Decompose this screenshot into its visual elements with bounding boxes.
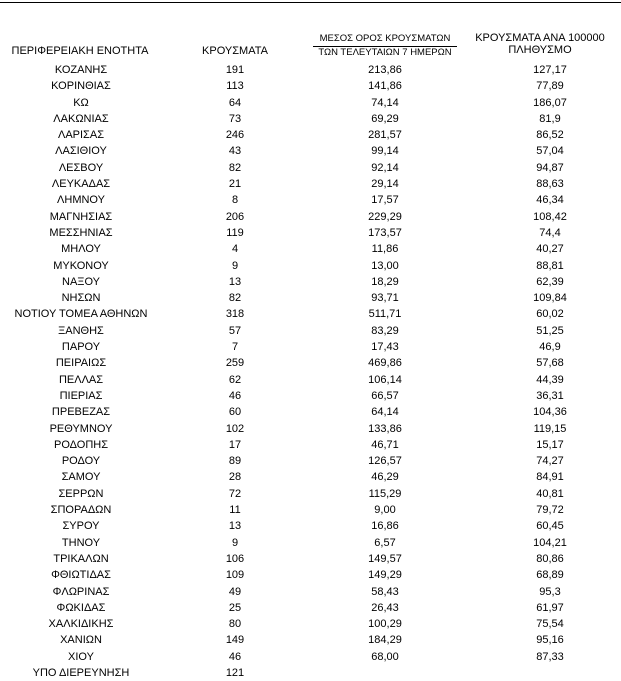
region-cell: ΥΠΟ ΔΙΕΡΕΥΝΗΣΗ — [32, 666, 130, 679]
cases-cell: 206 — [225, 210, 245, 223]
per-100000-cell: 88,81 — [536, 259, 564, 272]
per-100000-cell: 79,72 — [536, 504, 564, 517]
region-cell: ΦΘΙΩΤΙΔΑΣ — [51, 569, 111, 582]
cases-cell: 191 — [225, 64, 245, 76]
region-cell: ΜΕΣΣΗΝΙΑΣ — [49, 226, 113, 239]
cases-cell: 109 — [225, 569, 245, 582]
header-average — [305, 33, 465, 59]
average-cell: 149,57 — [368, 552, 402, 565]
cases-cell: 80 — [228, 618, 242, 631]
region-cell: ΡΟΔΟΠΗΣ — [53, 438, 109, 451]
table-row — [0, 143, 621, 159]
table-row — [0, 567, 621, 583]
per-100000-cell: 109,84 — [533, 292, 567, 305]
region-cell: ΣΥΡΟΥ — [62, 520, 100, 533]
average-cell: 17,43 — [371, 341, 399, 354]
table-row — [0, 192, 621, 208]
region-cell: ΜΗΛΟΥ — [61, 243, 101, 256]
average-cell: 16,86 — [371, 520, 399, 533]
per-100000-cell: 15,17 — [536, 438, 564, 451]
per-100000-cell: 68,89 — [536, 569, 564, 582]
average-cell: 46,29 — [371, 471, 399, 484]
region-cell: ΛΕΣΒΟΥ — [58, 161, 104, 174]
region-cell: ΝΗΣΩΝ — [61, 292, 101, 305]
average-cell: 141,86 — [368, 80, 402, 93]
region-cell: ΡΟΔΟΥ — [61, 455, 101, 468]
region-cell: ΛΑΚΩΝΙΑΣ — [53, 112, 109, 125]
cases-cell: 21 — [228, 178, 242, 191]
table-row — [0, 290, 621, 306]
table-row — [0, 111, 621, 127]
cases-cell: 121 — [225, 666, 245, 679]
table-row — [0, 127, 621, 143]
table-row — [0, 274, 621, 290]
cases-cell: 72 — [228, 487, 242, 500]
per-100000-cell: 36,31 — [536, 389, 564, 402]
table-row — [0, 665, 621, 681]
average-cell: 115,29 — [368, 487, 402, 500]
table-row — [0, 209, 621, 225]
table-row — [0, 176, 621, 192]
average-cell: 18,29 — [371, 275, 399, 288]
header-per-line2: ΠΛΗΘΥΣΜΟ — [508, 44, 572, 56]
header-region: ΠΕΡΙΦΕΡΕΙΑΚΗ ΕΝΟΤΗΤΑ — [11, 45, 149, 57]
region-cell: ΠΕΛΛΑΣ — [58, 373, 104, 386]
cases-cell: 46 — [228, 650, 242, 663]
average-cell: 66,57 — [371, 389, 399, 402]
per-100000-cell: 62,39 — [536, 275, 564, 288]
average-cell: 68,00 — [371, 650, 399, 663]
region-cell: ΚΩ — [73, 96, 89, 109]
region-cell: ΜΥΚΟΝΟΥ — [53, 259, 109, 272]
table-row — [0, 62, 621, 78]
per-100000-cell: 80,86 — [536, 552, 564, 565]
region-cell: ΠΡΕΒΕΖΑΣ — [51, 406, 111, 419]
average-cell: 100,29 — [368, 618, 402, 631]
per-100000-cell: 44,39 — [536, 373, 564, 386]
average-cell: 229,29 — [368, 210, 402, 223]
cases-cell: 9 — [231, 259, 239, 272]
table-row — [0, 258, 621, 274]
average-cell: 69,29 — [371, 112, 399, 125]
per-100000-cell: 104,21 — [533, 536, 567, 549]
region-cell: ΝΑΞΟΥ — [62, 275, 100, 288]
average-cell: 29,14 — [371, 178, 399, 191]
average-cell: 184,29 — [368, 634, 402, 647]
average-cell: 58,43 — [371, 585, 399, 598]
average-cell: 17,57 — [371, 194, 399, 207]
table-row — [0, 632, 621, 648]
region-cell: ΝΟΤΙΟΥ ΤΟΜΕΑ ΑΘΗΝΩΝ — [14, 308, 148, 321]
per-100000-cell: 95,3 — [539, 585, 561, 598]
region-cell: ΦΛΩΡΙΝΑΣ — [52, 585, 110, 598]
per-100000-cell: 74,27 — [536, 455, 564, 468]
average-cell: 6,57 — [374, 536, 396, 549]
cases-cell: 13 — [228, 275, 242, 288]
per-100000-cell: 186,07 — [533, 96, 567, 109]
average-cell: 469,86 — [368, 357, 402, 370]
per-100000-cell: 46,9 — [539, 341, 561, 354]
table-row — [0, 421, 621, 437]
per-100000-cell: 86,52 — [536, 129, 564, 142]
cases-cell: 43 — [228, 145, 242, 158]
average-cell: 213,86 — [368, 64, 402, 76]
region-cell: ΚΟΖΑΝΗΣ — [54, 64, 108, 76]
per-100000-cell: 95,16 — [536, 634, 564, 647]
table-row — [0, 388, 621, 404]
average-cell: 11,86 — [371, 243, 399, 256]
table-row — [0, 372, 621, 388]
region-cell: ΜΑΓΝΗΣΙΑΣ — [49, 210, 113, 223]
cases-cell: 46 — [228, 389, 242, 402]
per-100000-cell: 94,87 — [536, 161, 564, 174]
region-cell: ΣΑΜΟΥ — [61, 471, 101, 484]
average-cell: 83,29 — [371, 324, 399, 337]
region-cell: ΚΟΡΙΝΘΙΑΣ — [51, 80, 111, 93]
per-100000-cell: 51,25 — [536, 324, 564, 337]
per-100000-cell: 40,81 — [536, 487, 564, 500]
table-row — [0, 518, 621, 534]
per-100000-cell: 87,33 — [536, 650, 564, 663]
header-cases: ΚΡΟΥΣΜΑΤΑ — [202, 45, 268, 57]
average-cell: 149,29 — [368, 569, 402, 582]
average-cell: 281,57 — [368, 129, 402, 142]
table-row — [0, 225, 621, 241]
region-cell: ΞΑΝΘΗΣ — [58, 324, 104, 337]
table-row — [0, 502, 621, 518]
per-100000-cell: 81,9 — [539, 112, 561, 125]
cases-cell: 7 — [231, 341, 239, 354]
table-row — [0, 649, 621, 665]
average-cell: 9,00 — [374, 504, 396, 517]
per-100000-cell: 60,45 — [536, 520, 564, 533]
average-cell: 99,14 — [371, 145, 399, 158]
cases-cell: 17 — [228, 438, 242, 451]
average-cell: 92,14 — [371, 161, 399, 174]
cases-cell: 106 — [225, 552, 245, 565]
region-cell: ΣΠΟΡΑΔΩΝ — [50, 504, 112, 517]
cases-cell: 13 — [228, 520, 242, 533]
region-cell: ΠΑΡΟΥ — [61, 341, 101, 354]
cases-cell: 4 — [231, 243, 239, 256]
per-100000-cell: 46,34 — [536, 194, 564, 207]
region-cell: ΤΡΙΚΑΛΩΝ — [53, 552, 109, 565]
cases-cell: 73 — [228, 112, 242, 125]
cases-cell: 57 — [228, 324, 242, 337]
average-cell: 93,71 — [371, 292, 399, 305]
region-cell: ΛΕΥΚΑΔΑΣ — [51, 178, 111, 191]
table-row — [0, 600, 621, 616]
top-border-rule — [0, 2, 621, 3]
per-100000-cell: 57,68 — [536, 357, 564, 370]
data-table-body — [0, 62, 621, 681]
table-row — [0, 551, 621, 567]
header-per-line1: ΚΡΟΥΣΜΑΤΑ ΑΝΑ 100000 — [475, 32, 605, 44]
per-100000-cell: 88,63 — [536, 178, 564, 191]
per-100000-cell: 61,97 — [536, 601, 564, 614]
cases-cell: 318 — [225, 308, 245, 321]
average-cell: 26,43 — [371, 601, 399, 614]
region-cell: ΧΑΝΙΩΝ — [60, 634, 102, 647]
table-row — [0, 241, 621, 257]
table-row — [0, 616, 621, 632]
region-cell: ΦΩΚΙΔΑΣ — [56, 601, 106, 614]
cases-cell: 11 — [229, 504, 241, 517]
per-100000-cell: 75,54 — [536, 618, 564, 631]
table-row — [0, 404, 621, 420]
cases-cell: 82 — [228, 292, 242, 305]
cases-cell: 259 — [225, 357, 245, 370]
table-row — [0, 469, 621, 485]
average-cell: 511,71 — [368, 308, 402, 321]
region-cell: ΧΑΛΚΙΔΙΚΗΣ — [48, 618, 114, 631]
table-row — [0, 323, 621, 339]
cases-cell: 119 — [226, 226, 244, 239]
per-100000-cell: 127,17 — [533, 64, 567, 76]
table-row — [0, 453, 621, 469]
table-row — [0, 535, 621, 551]
average-cell: 13,00 — [371, 259, 399, 272]
cases-cell: 82 — [228, 161, 242, 174]
region-cell: ΛΗΜΝΟΥ — [57, 194, 105, 207]
table-row — [0, 437, 621, 453]
cases-cell: 25 — [228, 601, 242, 614]
per-100000-cell: 77,89 — [536, 80, 564, 93]
table-row — [0, 160, 621, 176]
region-cell: ΧΙΟΥ — [68, 650, 94, 663]
cases-cell: 246 — [225, 129, 245, 142]
table-row — [0, 584, 621, 600]
region-cell: ΤΗΝΟΥ — [61, 536, 101, 549]
average-cell: 173,57 — [368, 226, 402, 239]
region-cell: ΣΕΡΡΩΝ — [58, 487, 104, 500]
region-cell: ΛΑΣΙΘΙΟΥ — [55, 145, 107, 158]
region-cell: ΛΑΡΙΣΑΣ — [57, 129, 104, 142]
table-row — [0, 78, 621, 94]
per-100000-cell: 60,02 — [536, 308, 564, 321]
cases-cell: 60 — [228, 406, 242, 419]
cases-cell: 62 — [228, 373, 242, 386]
cases-cell: 113 — [226, 80, 244, 93]
cases-cell: 64 — [228, 96, 242, 109]
table-row — [0, 306, 621, 322]
cases-cell: 28 — [228, 471, 242, 484]
header-average-line2: ΤΩΝ ΤΕΛΕΥΤΑΙΩΝ 7 ΗΜΕΡΩΝ — [318, 47, 452, 58]
region-cell: ΠΕΙΡΑΙΩΣ — [55, 357, 107, 370]
table-row — [0, 486, 621, 502]
header-average-line1: ΜΕΣΟΣ ΟΡΟΣ ΚΡΟΥΣΜΑΤΩΝ — [319, 33, 451, 44]
average-cell: 106,14 — [368, 373, 402, 386]
cases-cell: 89 — [228, 455, 242, 468]
cases-cell: 102 — [225, 422, 245, 435]
table-row — [0, 355, 621, 371]
cases-cell: 9 — [231, 536, 239, 549]
cases-cell: 49 — [228, 585, 242, 598]
per-100000-cell: 119,15 — [533, 422, 567, 435]
per-100000-cell: 57,04 — [536, 145, 564, 158]
average-cell: 133,86 — [368, 422, 402, 435]
region-cell: ΡΕΘΥΜΝΟΥ — [49, 422, 113, 435]
per-100000-cell: 74,4 — [539, 226, 561, 239]
average-cell: 64,14 — [371, 406, 399, 419]
average-cell: 126,57 — [368, 455, 402, 468]
per-100000-cell: 104,36 — [533, 406, 567, 419]
table-row — [0, 339, 621, 355]
cases-cell: 149 — [225, 634, 245, 647]
average-cell: 46,71 — [371, 438, 399, 451]
per-100000-cell: 108,42 — [533, 210, 567, 223]
table-row — [0, 95, 621, 111]
cases-cell: 8 — [231, 194, 239, 207]
average-cell: 74,14 — [371, 96, 399, 109]
header-per-100000 — [455, 32, 621, 56]
per-100000-cell: 84,91 — [536, 471, 564, 484]
region-cell: ΠΙΕΡΙΑΣ — [59, 389, 103, 402]
per-100000-cell: 40,27 — [536, 243, 564, 256]
